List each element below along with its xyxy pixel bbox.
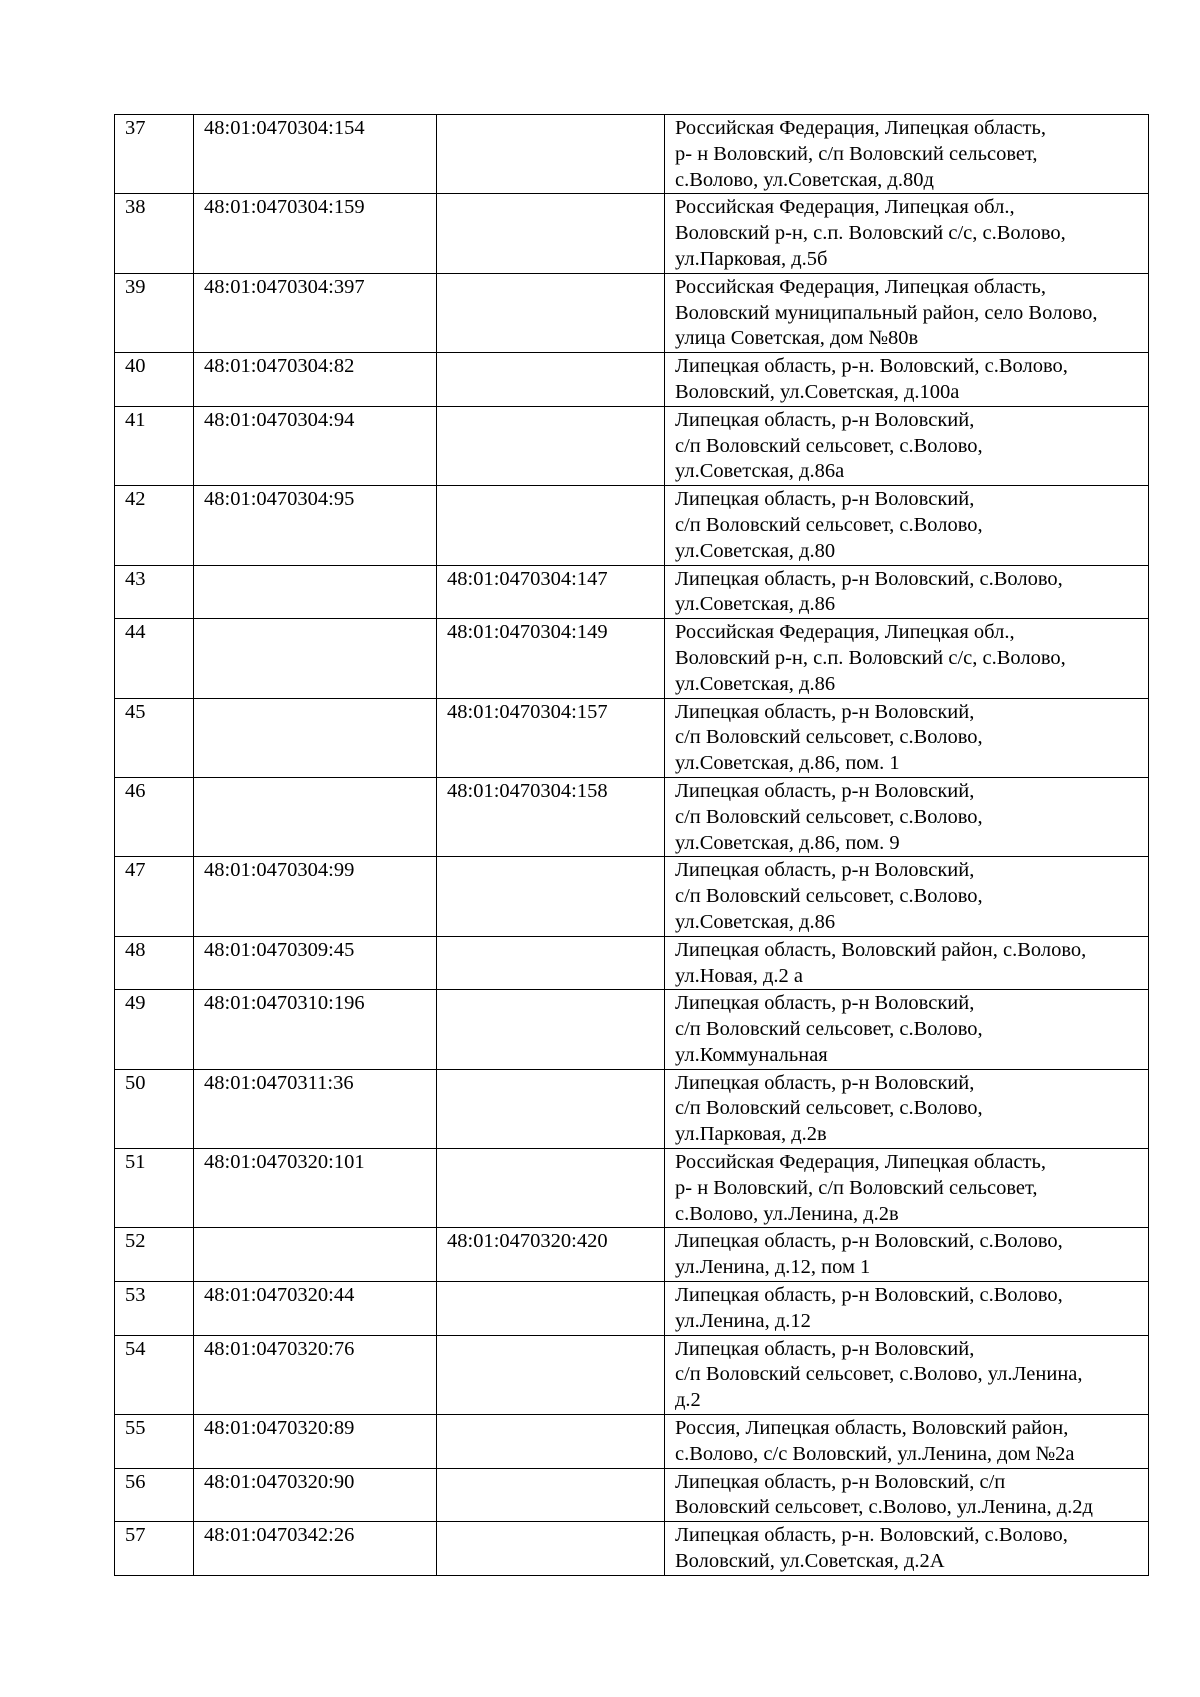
object-cadastral-number-cell — [437, 406, 665, 485]
row-number-cell: 38 — [115, 194, 194, 273]
table-row — [115, 1415, 1149, 1469]
table-row — [115, 777, 1149, 856]
object-cadastral-number-cell — [437, 115, 665, 194]
table-row — [115, 990, 1149, 1069]
row-number-cell: 52 — [115, 1228, 194, 1282]
table-row — [115, 194, 1149, 273]
cadastral-number-cell: 48:01:0470304:154 — [194, 115, 437, 194]
row-number-cell: 53 — [115, 1282, 194, 1336]
object-cadastral-number-cell — [437, 1282, 665, 1336]
cadastral-number-cell — [194, 698, 437, 777]
row-number-cell: 49 — [115, 990, 194, 1069]
object-cadastral-number-cell — [437, 1415, 665, 1469]
address-cell: Липецкая область, р-н. Воловский, с.Волово, Воловский, ул.Советская, д.2А — [665, 1522, 1149, 1576]
address-cell: Липецкая область, р-н Воловский, с/п Воловский сельсовет, с.Волово, ул.Коммунальная — [665, 990, 1149, 1069]
object-cadastral-number-cell — [437, 486, 665, 565]
cadastral-number-cell: 48:01:0470310:196 — [194, 990, 437, 1069]
table-row — [115, 619, 1149, 698]
cadastral-number-cell: 48:01:0470304:95 — [194, 486, 437, 565]
row-number-cell: 57 — [115, 1522, 194, 1576]
object-cadastral-number-cell — [437, 273, 665, 352]
object-cadastral-number-cell — [437, 1149, 665, 1228]
address-cell: Липецкая область, р-н Воловский, с.Волово, ул.Ленина, д.12, пом 1 — [665, 1228, 1149, 1282]
cadastral-number-cell — [194, 1228, 437, 1282]
table-row — [115, 698, 1149, 777]
address-cell: Российская Федерация, Липецкая область, р- н Воловский, с/п Воловский сельсовет, с.Волово, ул.Советская, д.80д — [665, 115, 1149, 194]
address-cell: Липецкая область, р-н Воловский, с/п Воловский сельсовет, с.Волово, ул.Ленина, д.2д — [665, 1468, 1149, 1522]
row-number-cell: 50 — [115, 1069, 194, 1148]
address-cell: Липецкая область, р-н Воловский, с/п Воловский сельсовет, с.Волово, ул.Советская, д.80 — [665, 486, 1149, 565]
address-cell: Российская Федерация, Липецкая область, р- н Воловский, с/п Воловский сельсовет, с.Волово, ул.Ленина, д.2в — [665, 1149, 1149, 1228]
cadastral-number-cell: 48:01:0470311:36 — [194, 1069, 437, 1148]
object-cadastral-number-cell: 48:01:0470304:158 — [437, 777, 665, 856]
address-cell: Липецкая область, р-н Воловский, с/п Воловский сельсовет, с.Волово, ул.Парковая, д.2в — [665, 1069, 1149, 1148]
address-cell: Липецкая область, р-н Воловский, с.Волово, ул.Ленина, д.12 — [665, 1282, 1149, 1336]
table-row — [115, 406, 1149, 485]
table-row — [115, 1069, 1149, 1148]
cadastral-number-cell: 48:01:0470320:89 — [194, 1415, 437, 1469]
address-cell: Липецкая область, Воловский район, с.Волово, ул.Новая, д.2 а — [665, 936, 1149, 990]
table-row — [115, 1228, 1149, 1282]
cadastral-number-cell: 48:01:0470304:397 — [194, 273, 437, 352]
object-cadastral-number-cell — [437, 936, 665, 990]
object-cadastral-number-cell — [437, 1468, 665, 1522]
address-cell: Липецкая область, р-н. Воловский, с.Волово, Воловский, ул.Советская, д.100а — [665, 353, 1149, 407]
address-cell: Россия, Липецкая область, Воловский район, с.Волово, с/с Воловский, ул.Ленина, дом №2а — [665, 1415, 1149, 1469]
row-number-cell: 47 — [115, 857, 194, 936]
cadastral-number-cell — [194, 619, 437, 698]
cadastral-number-cell: 48:01:0470304:159 — [194, 194, 437, 273]
object-cadastral-number-cell: 48:01:0470304:147 — [437, 565, 665, 619]
row-number-cell: 48 — [115, 936, 194, 990]
address-cell: Липецкая область, р-н Воловский, с/п Воловский сельсовет, с.Волово, ул.Советская, д.86 — [665, 857, 1149, 936]
address-cell: Липецкая область, р-н Воловский, с/п Воловский сельсовет, с.Волово, ул.Советская, д.86а — [665, 406, 1149, 485]
row-number-cell: 37 — [115, 115, 194, 194]
table-row — [115, 565, 1149, 619]
row-number-cell: 43 — [115, 565, 194, 619]
table-row — [115, 857, 1149, 936]
document-page — [114, 114, 1148, 1576]
object-cadastral-number-cell — [437, 990, 665, 1069]
object-cadastral-number-cell — [437, 1522, 665, 1576]
cadastral-number-cell: 48:01:0470342:26 — [194, 1522, 437, 1576]
row-number-cell: 41 — [115, 406, 194, 485]
cadastral-number-cell: 48:01:0470320:101 — [194, 1149, 437, 1228]
table-row — [115, 1468, 1149, 1522]
table-row — [115, 1335, 1149, 1414]
row-number-cell: 39 — [115, 273, 194, 352]
object-cadastral-number-cell — [437, 353, 665, 407]
row-number-cell: 56 — [115, 1468, 194, 1522]
table-row — [115, 1522, 1149, 1576]
row-number-cell: 44 — [115, 619, 194, 698]
cadastral-number-cell — [194, 565, 437, 619]
object-cadastral-number-cell: 48:01:0470304:157 — [437, 698, 665, 777]
cadastral-number-cell: 48:01:0470304:99 — [194, 857, 437, 936]
table-row — [115, 486, 1149, 565]
object-cadastral-number-cell: 48:01:0470320:420 — [437, 1228, 665, 1282]
object-cadastral-number-cell — [437, 1069, 665, 1148]
address-cell: Российская Федерация, Липецкая обл., Воловский р-н, с.п. Воловский с/с, с.Волово, ул.Советская, д.86 — [665, 619, 1149, 698]
cadastral-table — [114, 114, 1149, 1576]
table-row — [115, 1282, 1149, 1336]
row-number-cell: 40 — [115, 353, 194, 407]
object-cadastral-number-cell — [437, 857, 665, 936]
cadastral-number-cell: 48:01:0470309:45 — [194, 936, 437, 990]
table-row — [115, 115, 1149, 194]
cadastral-number-cell: 48:01:0470320:90 — [194, 1468, 437, 1522]
row-number-cell: 46 — [115, 777, 194, 856]
cadastral-number-cell: 48:01:0470304:82 — [194, 353, 437, 407]
row-number-cell: 55 — [115, 1415, 194, 1469]
cadastral-number-cell: 48:01:0470320:44 — [194, 1282, 437, 1336]
table-row — [115, 1149, 1149, 1228]
row-number-cell: 51 — [115, 1149, 194, 1228]
table-row — [115, 273, 1149, 352]
address-cell: Липецкая область, р-н Воловский, с.Волово, ул.Советская, д.86 — [665, 565, 1149, 619]
row-number-cell: 45 — [115, 698, 194, 777]
row-number-cell: 54 — [115, 1335, 194, 1414]
address-cell: Липецкая область, р-н Воловский, с/п Воловский сельсовет, с.Волово, ул.Советская, д.86, пом. 1 — [665, 698, 1149, 777]
address-cell: Российская Федерация, Липецкая обл., Воловский р-н, с.п. Воловский с/с, с.Волово, ул.Парковая, д.5б — [665, 194, 1149, 273]
address-cell: Российская Федерация, Липецкая область, Воловский муниципальный район, село Волово, улица Советская, дом №80в — [665, 273, 1149, 352]
cadastral-number-cell: 48:01:0470320:76 — [194, 1335, 437, 1414]
table-row — [115, 936, 1149, 990]
row-number-cell: 42 — [115, 486, 194, 565]
object-cadastral-number-cell: 48:01:0470304:149 — [437, 619, 665, 698]
table-row — [115, 353, 1149, 407]
address-cell: Липецкая область, р-н Воловский, с/п Воловский сельсовет, с.Волово, ул.Ленина, д.2 — [665, 1335, 1149, 1414]
cadastral-number-cell — [194, 777, 437, 856]
object-cadastral-number-cell — [437, 194, 665, 273]
table-body — [115, 115, 1149, 1576]
address-cell: Липецкая область, р-н Воловский, с/п Воловский сельсовет, с.Волово, ул.Советская, д.86, пом. 9 — [665, 777, 1149, 856]
object-cadastral-number-cell — [437, 1335, 665, 1414]
cadastral-number-cell: 48:01:0470304:94 — [194, 406, 437, 485]
